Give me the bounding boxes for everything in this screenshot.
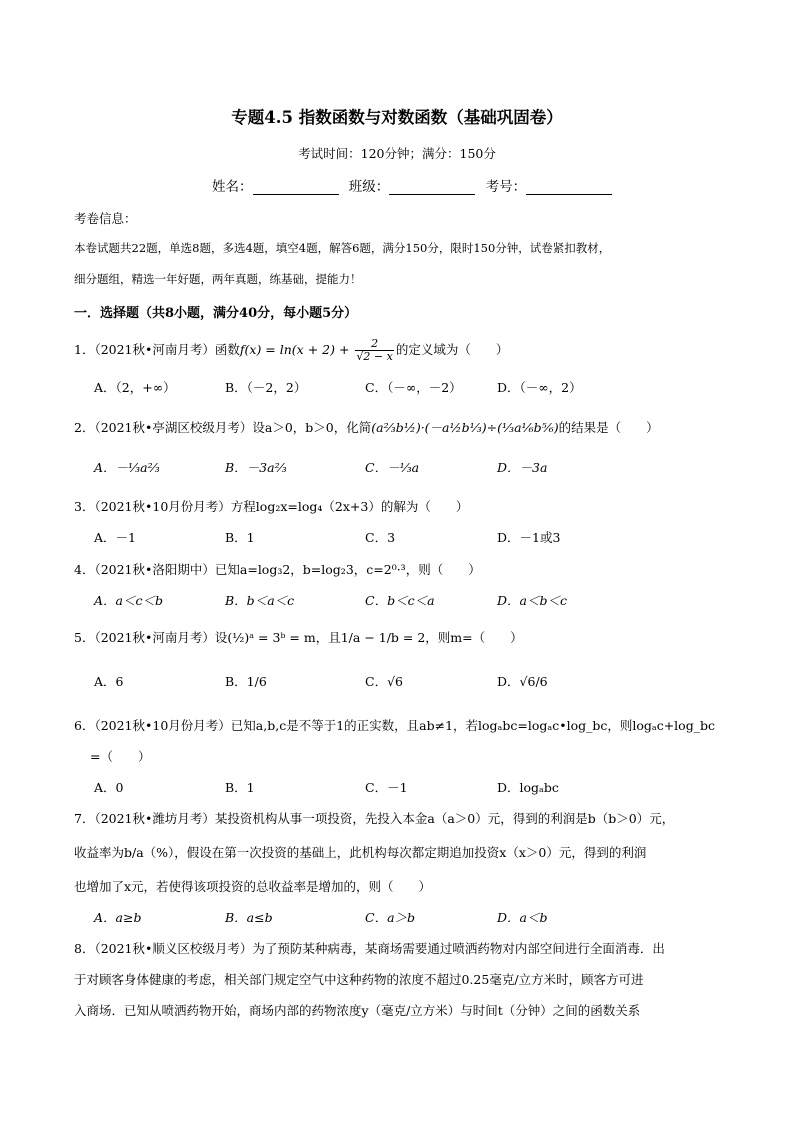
q1-prefix: 1．（2021秋•河南月考）函数	[74, 342, 240, 357]
question-2	[74, 418, 659, 436]
q3-option-d[interactable]: D．－1或3	[497, 530, 561, 545]
q7-option-a[interactable]: A．a≥b	[94, 910, 142, 925]
q3-option-c[interactable]: C．3	[365, 530, 396, 545]
q2-suffix: 的结果是（ ）	[558, 420, 659, 435]
q6-option-b[interactable]: B．1	[225, 780, 255, 795]
class-blank[interactable]	[389, 180, 475, 195]
name-label: 姓名：	[212, 179, 253, 195]
q1-fraction: $\frac{2}{√2 - x}$	[356, 337, 393, 363]
info-line-1: 本卷试题共22题，单选8题，多选4题，填空4题，解答6题，满分150分，限时150分钟，试卷紧扣教材，	[74, 241, 611, 255]
question-5: 5．（2021秋•河南月考）设(½)ᵃ = 3ᵇ = m，且1/a − 1/b = 2，则m=（ ）	[74, 630, 523, 645]
q1-formula: f(x) = ln(x + 2) +	[239, 342, 354, 357]
q5-option-d[interactable]: D．√6/6	[497, 674, 548, 689]
question-7-line-1: 7．（2021秋•潍坊月考）某投资机构从事一项投资，先投入本金a（a＞0）元，得到的利润是b（b＞0）元，	[74, 811, 675, 826]
q5-option-c[interactable]: C．√6	[365, 674, 403, 689]
q2-middle: a＞0，b＞0，化简	[264, 420, 372, 435]
q2-option-a[interactable]: A．－⅓a⅔	[94, 460, 160, 475]
id-label: 考号：	[485, 179, 527, 195]
info-line-2: 细分题组，精选一年好题，两年真题，练基础，提能力！	[74, 272, 362, 286]
name-blank[interactable]	[253, 180, 339, 195]
question-3: 3．（2021秋•10月份月考）方程log₂x=log₄（2x+3）的解为（ ）	[74, 499, 469, 514]
q6-option-c[interactable]: C．－1	[365, 780, 408, 795]
question-7-line-2: 收益率为b/a（%），假设在第一次投资的基础上，此机构每次都定期追加投资x（x＞0）元，得到的利润	[74, 845, 647, 860]
q7-option-c[interactable]: C．a＞b	[365, 910, 416, 925]
q1-option-a[interactable]: A．（2，+∞）	[94, 380, 176, 395]
class-label: 班级：	[348, 179, 390, 195]
exam-time-info: 考试时间：120分钟；满分：150分	[298, 146, 496, 161]
question-4: 4．（2021秋•洛阳期中）已知a=log₃2，b=log₂3，c=2⁰·³，则（ ）	[74, 562, 481, 577]
q1-option-c[interactable]: C．（－∞，－2）	[365, 380, 462, 395]
q1-suffix: 的定义域为（ ）	[395, 342, 509, 357]
q2-expression: (a⅔b½)·(－a½b⅓)÷(⅓a⅙b⅚)	[371, 420, 559, 435]
q2-prefix: 2．（2021秋•亭湖区校级月考）设	[74, 420, 265, 435]
q3-option-a[interactable]: A．－1	[94, 530, 136, 545]
q7-option-b[interactable]: B．a≤b	[225, 910, 273, 925]
section-heading: 一．选择题（共8小题，满分40分，每小题5分）	[74, 306, 358, 321]
info-heading: 考卷信息：	[74, 211, 137, 226]
q4-option-d[interactable]: D．a＜b＜c	[497, 593, 567, 608]
question-1	[74, 338, 508, 363]
q5-option-b[interactable]: B．1/6	[225, 674, 267, 689]
q4-option-c[interactable]: C．b＜c＜a	[365, 593, 435, 608]
q2-option-b[interactable]: B．－3a⅔	[225, 460, 287, 475]
q5-option-a[interactable]: A．6	[94, 674, 124, 689]
q6-option-d[interactable]: D．logₐbc	[497, 780, 559, 795]
q1-option-b[interactable]: B．（－2，2）	[225, 380, 307, 395]
question-6: 6．（2021秋•10月份月考）已知a,b,c是不等于1的正实数，且ab≠1，若logₐbc=logₐc•log_bc，则logₐc+log_bc	[74, 718, 715, 733]
question-6-cont: =（ ）	[90, 749, 151, 764]
page-title: 专题4.5 指数函数与对数函数（基础巩固卷）	[231, 108, 563, 127]
q7-option-d[interactable]: D．a＜b	[497, 910, 548, 925]
id-blank[interactable]	[526, 180, 612, 195]
q4-option-b[interactable]: B．b＜a＜c	[225, 593, 295, 608]
q1-option-d[interactable]: D．（－∞，2）	[497, 380, 582, 395]
q2-option-d[interactable]: D．－3a	[497, 460, 548, 475]
question-8-line-3: 入商场．已知从喷洒药物开始，商场内部的药物浓度y（毫克/立方米）与时间t（分钟）之间的函数关系	[74, 1003, 641, 1018]
q4-option-a[interactable]: A．a＜c＜b	[94, 593, 163, 608]
question-8-line-2: 于对顾客身体健康的考虑，相关部门规定空气中这种药物的浓度不超过0.25毫克/立方米时，顾客方可进	[74, 972, 644, 987]
student-info-row	[212, 175, 618, 195]
question-8-line-1: 8．（2021秋•顺义区校级月考）为了预防某种病毒，某商场需要通过喷洒药物对内部空间进行全面消毒．出	[74, 941, 665, 956]
question-7-line-3: 也增加了x元，若使得该项投资的总收益率是增加的，则（ ）	[74, 879, 432, 894]
q2-option-c[interactable]: C．－⅓a	[365, 460, 420, 475]
q6-option-a[interactable]: A．0	[94, 780, 124, 795]
q3-option-b[interactable]: B．1	[225, 530, 255, 545]
